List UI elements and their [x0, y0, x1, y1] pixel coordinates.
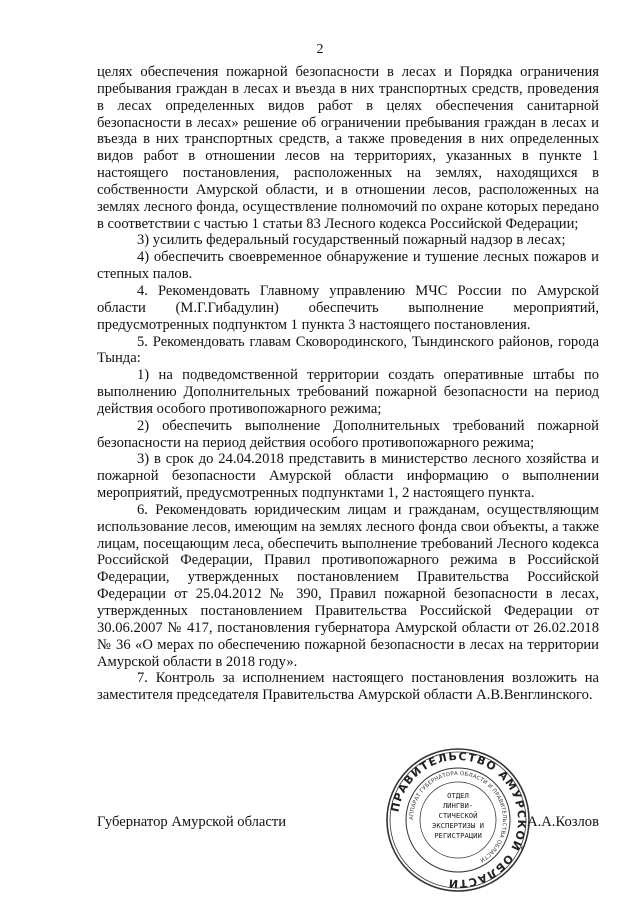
- stamp-outer-text: ПРАВИТЕЛЬСТВО АМУРСКОЙ ОБЛАСТИ: [388, 749, 529, 891]
- official-stamp: [383, 745, 533, 895]
- paragraph-item-4: 4) обеспечить своевременное обнаружение и тушение лесных пожаров и степных палов.: [97, 249, 599, 283]
- page-number: 2: [316, 42, 324, 57]
- stamp-center-line: СТИЧЕСКОЙ: [438, 811, 478, 820]
- signatory-name: А.А.Козлов: [527, 814, 599, 830]
- paragraph-clause-5-item-3: 3) в срок до 24.04.2018 представить в министерство лесного хозяйства и пожарной безопасности Амурской области информацию о выполнении мероприятий, предусмотренных подпунктами 1, 2 настоящего пункта.: [97, 451, 599, 502]
- signatory-title: Губернатор Амурской области: [97, 814, 287, 830]
- stamp-center-text: [425, 791, 491, 841]
- stamp-center-line: ЛИНГВИ-: [442, 801, 474, 810]
- paragraph-continuation: целях обеспечения пожарной безопасности в лесах и Порядка ограничения пребывания граждан в лесах и въезда в них транспортных средств, проведения в лесах определенных видов работ в целях обеспечения санитарной безопасности в лесах» решение об ограничении пребывания граждан в лесах и въезда в них транспортных средств, а также проведения в них определенных видов работ в отношении лесов на территориях, указанных в пункте 1 настоящего постановления, расположенных на землях, находящихся в собственности Амурской области, и в отношении лесов, расположенных на землях лесного фонда, осуществление полномочий по охране которых передано в соответствии с частью 1 статьи 83 Лесного кодекса Российской Федерации;: [97, 64, 599, 232]
- paragraph-clause-7: 7. Контроль за исполнением настоящего постановления возложить на заместителя председателя Правительства Амурской области А.В.Венглинского.: [97, 670, 599, 704]
- stamp-center-line: ЭКСПЕРТИЗЫ И: [432, 821, 484, 830]
- stamp-center-line: ОТДЕЛ: [447, 791, 469, 800]
- stamp-inner-ring-text: АППАРАТ ГУБЕРНАТОРА ОБЛАСТИ И ПРАВИТЕЛЬСТВА ОБЛАСТИ: [408, 770, 508, 863]
- paragraph-item-3: 3) усилить федеральный государственный пожарный надзор в лесах;: [137, 232, 566, 249]
- paragraph-clause-5: 5. Рекомендовать главам Сковородинского, Тындинского районов, города Тында:: [97, 333, 599, 367]
- paragraph-clause-4: 4. Рекомендовать Главному управлению МЧС России по Амурской области (М.Г.Гибадулин) обеспечить выполнение мероприятий, предусмотренных подпунктом 1 пункта 3 настоящего постановления.: [97, 282, 599, 333]
- stamp-center-line: РЕГИСТРАЦИИ: [434, 831, 482, 840]
- paragraph-clause-5-item-2: 2) обеспечить выполнение Дополнительных требований пожарной безопасности на период действия особого противопожарного режима;: [97, 417, 599, 451]
- paragraph-clause-5-item-1: 1) на подведомственной территории создать оперативные штабы по выполнению Дополнительных требований пожарной безопасности на период действия особого противопожарного режима;: [97, 367, 599, 417]
- paragraph-clause-6: 6. Рекомендовать юридическим лицам и гражданам, осуществляющим использование лесов, имеющим на землях лесного фонда свои объекты, а также лицам, посещающим леса, обеспечить выполнение требований Лесного кодекса Российской Федерации, Правил противопожарного режима в Российской Федерации, утвержденных постановлением Правительства Российской Федерации от 25.04.2012 № 390, Правил пожарной безопасности в лесах, утвержденных постановлением Правительства Российской Федерации от 30.06.2007 № 417, постановления губернатора Амурской области от 26.02.2018 № 36 «О мерах по обеспечению пожарной безопасности в лесах на территории Амурской области в 2018 году».: [97, 501, 599, 670]
- document-body: [97, 64, 599, 704]
